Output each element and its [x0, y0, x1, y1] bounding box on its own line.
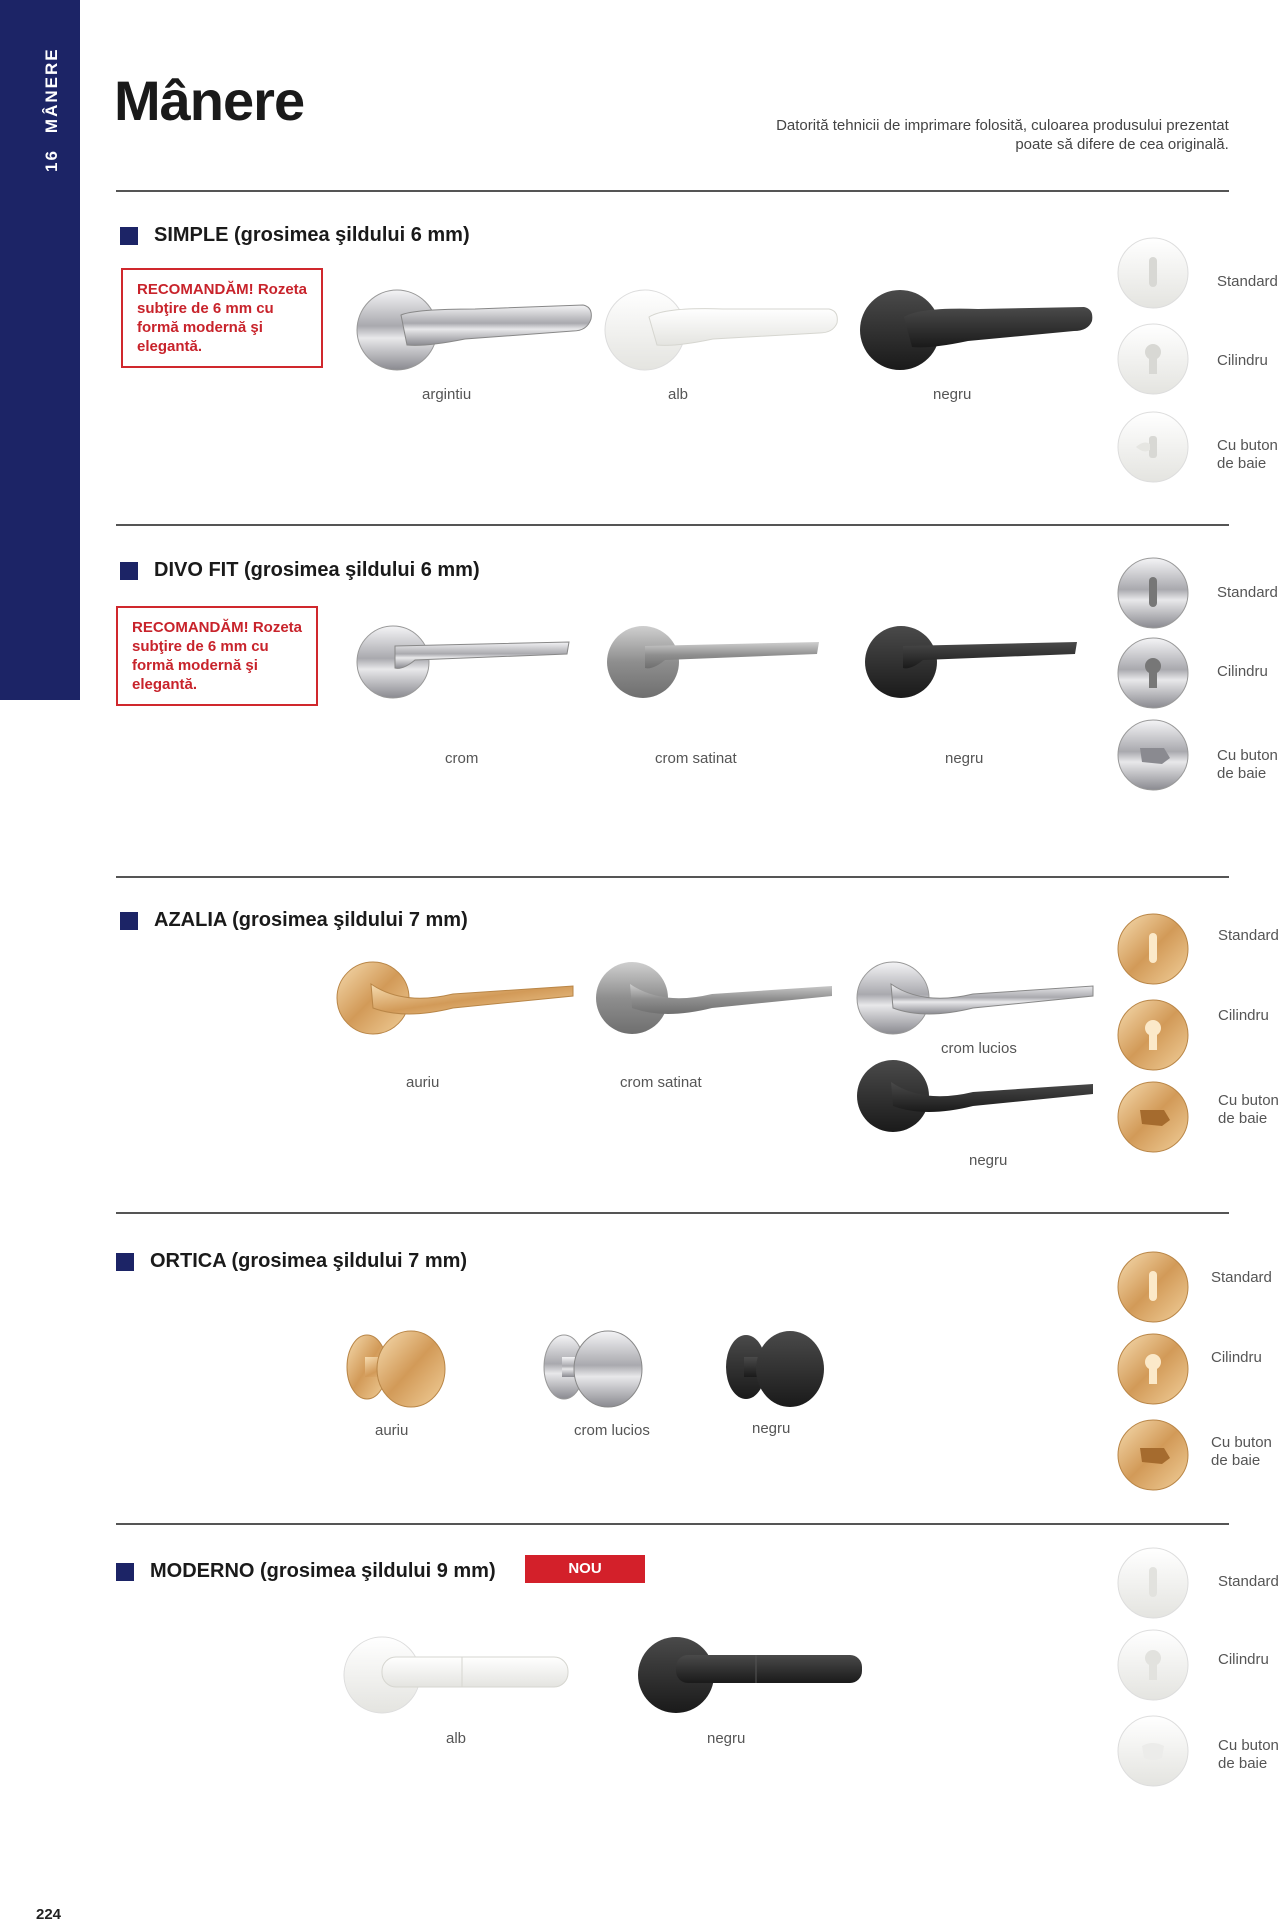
section-marker [116, 1253, 134, 1271]
variant-label: crom lucios [941, 1040, 1017, 1057]
handle-simple-negru [858, 285, 1098, 375]
rosette-label-cilindru: Cilindru [1218, 1651, 1269, 1668]
handle-moderno-alb [342, 1633, 572, 1719]
variant-label: alb [668, 386, 689, 403]
variant-label: negru [933, 386, 972, 403]
rosette-baie-gold [1116, 1418, 1190, 1492]
rosette-label-standard: Standard [1217, 584, 1278, 601]
print-disclaimer: Datorită tehnicii de imprimare folosită, culoarea produsului prezentat poate să difere de cea originală. [776, 117, 1229, 153]
section-title-ortica: ORTICA (grosimea şildului 7 mm) [116, 1250, 467, 1273]
rosette-label-baie: Cu buton de baie [1217, 437, 1278, 472]
rosette-label-baie: Cu buton de baie [1217, 747, 1278, 782]
rosette-baie-white [1116, 1714, 1190, 1788]
rosette-standard-gold [1116, 912, 1190, 986]
variant-label: crom satinat [655, 750, 737, 767]
handle-divo-crom-satinat [605, 620, 825, 700]
rosette-cilindru-chrome [1116, 636, 1190, 710]
handle-azalia-crom-satinat [592, 960, 837, 1040]
handle-simple-alb [603, 285, 843, 375]
page-title: Mânere [114, 69, 305, 132]
section-marker [120, 562, 138, 580]
variant-label: crom satinat [620, 1074, 702, 1091]
section-divider [116, 190, 1229, 192]
variant-label: argintiu [422, 386, 472, 403]
section-marker [120, 912, 138, 930]
knob-ortica-negru [724, 1325, 834, 1415]
variant-label: negru [945, 750, 984, 767]
rosette-label-baie: Cu buton de baie [1211, 1434, 1272, 1469]
variant-label: negru [969, 1152, 1008, 1169]
knob-ortica-auriu [345, 1325, 455, 1415]
rosette-label-standard: Standard [1211, 1269, 1272, 1286]
rosette-label-baie: Cu buton de baie [1218, 1092, 1279, 1127]
knob-ortica-crom-lucios [542, 1325, 652, 1415]
rosette-label-standard: Standard [1217, 273, 1278, 290]
section-divider [116, 1523, 1229, 1525]
variant-label: crom [445, 750, 479, 767]
variant-label: negru [707, 1730, 746, 1747]
rosette-cilindru-white [1116, 1628, 1190, 1702]
rosette-standard-chrome [1116, 556, 1190, 630]
section-marker [116, 1563, 134, 1581]
handle-azalia-crom-lucios [853, 960, 1098, 1040]
variant-label: alb [446, 1730, 467, 1747]
rosette-label-cilindru: Cilindru [1217, 352, 1268, 369]
section-marker [120, 227, 138, 245]
chapter-label: MÂNERE [42, 47, 61, 134]
rosette-standard-white [1116, 236, 1190, 310]
recommend-box: RECOMANDĂM! Rozeta subţire de 6 mm cu formă modernă şi elegantă. [116, 606, 318, 706]
handle-divo-crom [355, 620, 575, 700]
recommend-box: RECOMANDĂM! Rozeta subţire de 6 mm cu formă modernă şi elegantă. [121, 268, 323, 368]
new-badge: NOU [525, 1555, 645, 1583]
section-divider [116, 876, 1229, 878]
handle-moderno-negru [636, 1633, 866, 1719]
rosette-label-baie: Cu buton de baie [1218, 1737, 1279, 1772]
section-title-azalia: AZALIA (grosimea şildului 7 mm) [120, 909, 468, 932]
handle-simple-argintiu [355, 285, 595, 375]
rosette-label-cilindru: Cilindru [1218, 1007, 1269, 1024]
variant-label: crom lucios [574, 1422, 650, 1439]
rosette-label-cilindru: Cilindru [1217, 663, 1268, 680]
variant-label: auriu [375, 1422, 409, 1439]
section-divider [116, 524, 1229, 526]
rosette-cilindru-gold [1116, 998, 1190, 1072]
rosette-label-cilindru: Cilindru [1211, 1349, 1262, 1366]
rosette-standard-gold [1116, 1250, 1190, 1324]
variant-label: auriu [406, 1074, 440, 1091]
page-number: 224 [36, 1906, 62, 1923]
side-tab [0, 0, 80, 700]
rosette-baie-white [1116, 410, 1190, 484]
handle-azalia-negru [853, 1058, 1098, 1138]
handle-azalia-auriu [333, 960, 578, 1040]
side-tab-text [42, 47, 62, 172]
rosette-baie-gold [1116, 1080, 1190, 1154]
handle-divo-negru [863, 620, 1083, 700]
rosette-label-standard: Standard [1218, 927, 1279, 944]
rosette-cilindru-gold [1116, 1332, 1190, 1406]
section-title-divo: DIVO FIT (grosimea şildului 6 mm) [120, 559, 480, 582]
section-divider [116, 1212, 1229, 1214]
section-title-simple: SIMPLE (grosimea şildului 6 mm) [120, 224, 470, 247]
chapter-number: 16 [42, 149, 61, 172]
variant-label: negru [752, 1420, 791, 1437]
section-title-moderno: MODERNO (grosimea şildului 9 mm) [116, 1560, 496, 1583]
rosette-baie-chrome [1116, 718, 1190, 792]
rosette-standard-white [1116, 1546, 1190, 1620]
rosette-label-standard: Standard [1218, 1573, 1279, 1590]
rosette-cilindru-white [1116, 322, 1190, 396]
